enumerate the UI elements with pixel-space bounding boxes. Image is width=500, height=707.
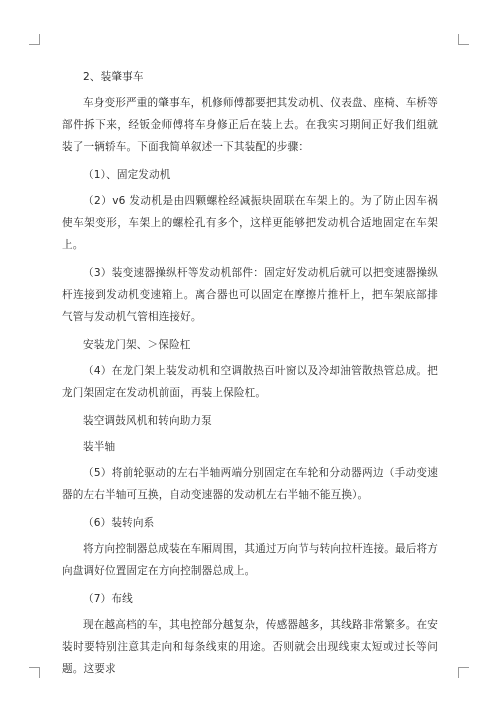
steering-paragraph: 将方向控制器总成装在车厢周围，其通过万向节与转向拉杆连接。最后将方向盘调好位置固定在方向控制器总成上。 — [62, 543, 438, 577]
step-5-paragraph: （5）将前轮驱动的左右半轴两端分别固定在车轮和分动器两边（手动变速器的左右半轴可互换，自动变速器的发动机左右半轴不能互换）。 — [62, 467, 438, 501]
wiring-paragraph: 现在越高档的车，其电控部分越复杂，传感器越多，其线路非常繁多。在安装时要特别注意其走向和每条线束的用途。否则就会出现线束太短或过长等问题。这要求 — [62, 619, 438, 675]
crop-mark-bottom-right — [458, 667, 469, 678]
crop-mark-bottom-left — [29, 667, 40, 678]
step-4-paragraph: （4）在龙门架上装发动机和空调散热百叶窗以及冷却油管散热管总成。把龙门架固定在发动机前面，再装上保险杠。 — [62, 365, 438, 399]
section-heading: 2、装肇事车 — [83, 71, 144, 83]
step-3-paragraph: （3）装变速器操纵杆等发动机部件：固定好发动机后就可以把变速器操纵杆连接到发动机变速箱上。离合器也可以固定在摩擦片推杆上，把车架底部排气管与发动机气管相连接好。 — [62, 267, 438, 323]
ac-blower-heading: 装空调鼓风机和转向助力泵 — [83, 415, 212, 427]
document-body — [62, 66, 438, 686]
gantry-heading: 安装龙门架、＞保险杠 — [83, 339, 191, 351]
half-shaft-heading: 装半轴 — [83, 441, 116, 453]
step-6-heading: （6）装转向系 — [83, 517, 155, 529]
step-7-heading: （7）布线 — [83, 593, 133, 605]
crop-mark-top-right — [458, 34, 469, 45]
intro-paragraph: 车身变形严重的肇事车，机修师傅都要把其发动机、仪表盘、座椅、车桥等部件拆下来，经钣金师傅将车身修正后在装上去。在我实习期间正好我们组就装了一辆轿车。下面我简单叙述一下其装配的步骤： — [62, 97, 438, 153]
step-1-heading: （1）、固定发动机 — [83, 169, 171, 181]
step-2-paragraph: （2）v6 发动机是由四颗螺栓经减振块固联在车架上的。为了防止因车祸使车架变形，车架上的螺栓孔有多个，这样更能够把发动机合适地固定在车架上。 — [62, 195, 438, 251]
crop-mark-top-left — [29, 34, 40, 45]
